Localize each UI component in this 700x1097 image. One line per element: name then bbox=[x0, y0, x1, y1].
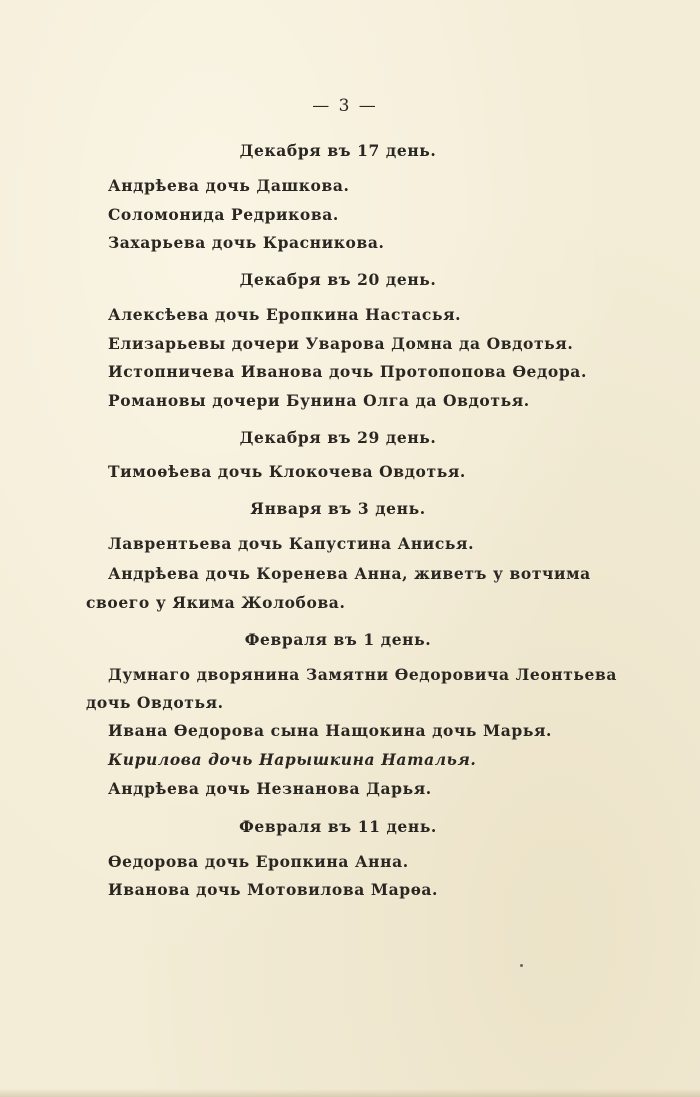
entry-line: Андрѣева дочь Коренева Анна, живетъ у вотчима bbox=[108, 564, 591, 583]
date-heading: Января въ 3 день. bbox=[250, 499, 426, 518]
entry-line: дочь Овдотья. bbox=[86, 693, 224, 712]
entry-line: Алексѣева дочь Еропкина Настасья. bbox=[108, 305, 462, 324]
entry-line-italic: Кирилова дочь Нарышкина Наталья. bbox=[108, 750, 477, 769]
entry-line: Думнаго дворянина Замятни Ѳедоровича Леонтьева bbox=[108, 665, 618, 684]
date-heading: Февраля въ 11 день. bbox=[239, 817, 437, 836]
entry-line: Елизарьевы дочери Уварова Домна да Овдотья. bbox=[108, 334, 574, 353]
entry-line: Истопничева Иванова дочь Протопопова Ѳедора. bbox=[108, 362, 587, 381]
date-heading: Декабря въ 17 день. bbox=[239, 141, 437, 160]
entry-line: Иванова дочь Мотовилова Марѳа. bbox=[108, 880, 439, 899]
page-number: — 3 — bbox=[312, 96, 378, 116]
entry-line: Ѳедорова дочь Еропкина Анна. bbox=[108, 852, 409, 871]
entry-line: Захарьева дочь Красникова. bbox=[108, 233, 385, 252]
entry-line: Тимоѳѣева дочь Клокочева Овдотья. bbox=[108, 462, 466, 481]
entry-line: Романовы дочери Бунина Олга да Овдотья. bbox=[108, 391, 530, 410]
entry-line: своего у Якима Жолобова. bbox=[86, 593, 346, 612]
entry-line: Лаврентьева дочь Капустина Анисья. bbox=[108, 534, 475, 553]
date-heading: Февраля въ 1 день. bbox=[244, 630, 432, 649]
paper-speck bbox=[520, 964, 523, 967]
entry-line: Соломонида Редрикова. bbox=[108, 205, 339, 224]
date-heading: Декабря въ 20 день. bbox=[239, 270, 437, 289]
page-bottom-edge bbox=[0, 1089, 700, 1097]
entry-line: Андрѣева дочь Незнанова Дарья. bbox=[108, 779, 432, 798]
entry-line: Андрѣева дочь Дашкова. bbox=[108, 176, 350, 195]
entry-line: Ивана Ѳедорова сына Нащокина дочь Марья. bbox=[108, 721, 553, 740]
date-heading: Декабря въ 29 день. bbox=[239, 428, 437, 447]
